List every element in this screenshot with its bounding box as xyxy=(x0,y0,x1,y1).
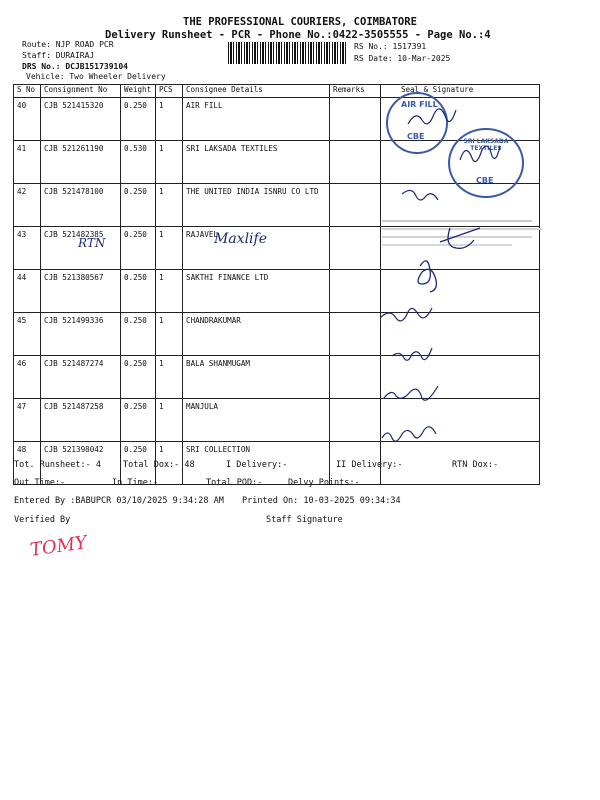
rs-number: RS No.: 1517391 xyxy=(354,42,427,51)
airfill-stamp-city: CBE xyxy=(407,132,425,141)
signature-46 xyxy=(392,348,432,360)
route-label: Route: NJP ROAD PCR xyxy=(22,40,114,49)
total-pod: Total POD:- xyxy=(206,478,263,488)
cell-sno: 48 xyxy=(14,442,41,485)
rtn-dox: RTN Dox:- xyxy=(452,460,499,470)
textiles-stamp-city: CBE xyxy=(476,176,494,185)
cell-weight: 0.250 xyxy=(121,227,156,270)
col-remarks: Remarks xyxy=(330,85,381,98)
col-pcs: PCS xyxy=(156,85,183,98)
cell-consignment: CJB 521487274 xyxy=(41,356,121,399)
i-delivery: I Delivery:- xyxy=(226,460,288,470)
cell-weight: 0.250 xyxy=(121,399,156,442)
cell-consignee: THE UNITED INDIA ISNRU CO LTD xyxy=(183,184,330,227)
cell-pcs: 1 xyxy=(156,313,183,356)
signature-47 xyxy=(384,386,438,400)
col-weight: Weight xyxy=(121,85,156,98)
cell-pcs: 1 xyxy=(156,184,183,227)
cell-consignee: RAJAVEL xyxy=(183,227,330,270)
signature-48 xyxy=(382,427,436,441)
cell-weight: 0.250 xyxy=(121,356,156,399)
delvy-points: Delvy Points:- xyxy=(288,478,360,488)
cell-weight: 0.250 xyxy=(121,442,156,485)
cell-consignment: CJB 521499336 xyxy=(41,313,121,356)
staff-label: Staff: DURAIRAJ xyxy=(22,51,95,60)
cell-consignee: BALA SHANMUGAM xyxy=(183,356,330,399)
signature-40 xyxy=(408,109,456,124)
entered-by: Entered By :BABUPCR 03/10/2025 9:34:28 AM xyxy=(14,496,224,506)
printed-on: Printed On: 10-03-2025 09:34:34 xyxy=(242,496,401,506)
signature-45 xyxy=(380,308,432,321)
maxlife-handwritten-note: Maxlife xyxy=(214,231,267,247)
cell-weight: 0.530 xyxy=(121,141,156,184)
cell-consignment: CJB 521415320 xyxy=(41,98,121,141)
verified-handwritten-note: TOMY xyxy=(28,532,89,561)
staff-signature-label: Staff Signature xyxy=(266,515,343,525)
vehicle-label: Vehicle: Two Wheeler Delivery xyxy=(26,72,166,81)
cell-consignee: SRI COLLECTION xyxy=(183,442,330,485)
cell-weight: 0.250 xyxy=(121,184,156,227)
signature-41 xyxy=(460,146,500,162)
col-sno: S No xyxy=(14,85,41,98)
company-title: THE PROFESSIONAL COURIERS, COIMBATORE xyxy=(183,16,417,28)
cell-consignment: CJB 521478100 xyxy=(41,184,121,227)
cell-pcs: 1 xyxy=(156,98,183,141)
cell-weight: 0.250 xyxy=(121,270,156,313)
in-time: In Time:- xyxy=(112,478,159,488)
cell-sno: 41 xyxy=(14,141,41,184)
cell-consignee: SRI LAKSADA TEXTILES xyxy=(183,141,330,184)
cell-sno: 45 xyxy=(14,313,41,356)
cell-consignee: AIR FILL xyxy=(183,98,330,141)
col-seal-signature: Seal & Signature xyxy=(381,85,540,98)
cell-pcs: 1 xyxy=(156,399,183,442)
cell-sno: 46 xyxy=(14,356,41,399)
cell-sno: 40 xyxy=(14,98,41,141)
cell-pcs: 1 xyxy=(156,227,183,270)
cell-sno: 43 xyxy=(14,227,41,270)
textiles-stamp-text: SRI LAKSADA TEXTILES xyxy=(463,138,509,152)
tot-runsheet: Tot. Runsheet:- 4 xyxy=(14,460,101,470)
cell-pcs: 1 xyxy=(156,141,183,184)
cell-weight: 0.250 xyxy=(121,313,156,356)
col-consignment: Consignment No xyxy=(41,85,121,98)
cell-consignment: CJB 521261190 xyxy=(41,141,121,184)
cell-sno: 44 xyxy=(14,270,41,313)
ii-delivery: II Delivery:- xyxy=(336,460,403,470)
col-consignee: Consignee Details xyxy=(183,85,330,98)
cell-pcs: 1 xyxy=(156,356,183,399)
signature-44 xyxy=(418,261,436,292)
rtn-handwritten-note: RTN xyxy=(78,236,106,250)
cell-consignment: CJB 521398042 xyxy=(41,442,121,485)
airfill-stamp-text: AIR FILL xyxy=(401,100,438,109)
signature-42 xyxy=(402,190,438,200)
cell-consignee: SAKTHI FINANCE LTD xyxy=(183,270,330,313)
cell-sno: 47 xyxy=(14,399,41,442)
total-dox: Total Dox:- 48 xyxy=(123,460,195,470)
verified-by-label: Verified By xyxy=(14,515,71,525)
cell-consignment: CJB 521482385 xyxy=(41,227,121,270)
cell-consignment: CJB 521380567 xyxy=(41,270,121,313)
cell-pcs: 1 xyxy=(156,442,183,485)
signature-43 xyxy=(440,228,480,248)
rs-date: RS Date: 10-Mar-2025 xyxy=(354,54,451,63)
runsheet-subtitle: Delivery Runsheet - PCR - Phone No.:0422-3505555 - Page No.:4 xyxy=(105,29,491,41)
cell-consignee: CHANDRAKUMAR xyxy=(183,313,330,356)
cell-weight: 0.250 xyxy=(121,98,156,141)
cell-pcs: 1 xyxy=(156,270,183,313)
cell-consignment: CJB 521487258 xyxy=(41,399,121,442)
cell-sno: 42 xyxy=(14,184,41,227)
cell-consignee: MANJULA xyxy=(183,399,330,442)
out-time: Out Time:- xyxy=(14,478,66,488)
drs-number: DRS No.: DCJB151739104 xyxy=(22,62,128,71)
